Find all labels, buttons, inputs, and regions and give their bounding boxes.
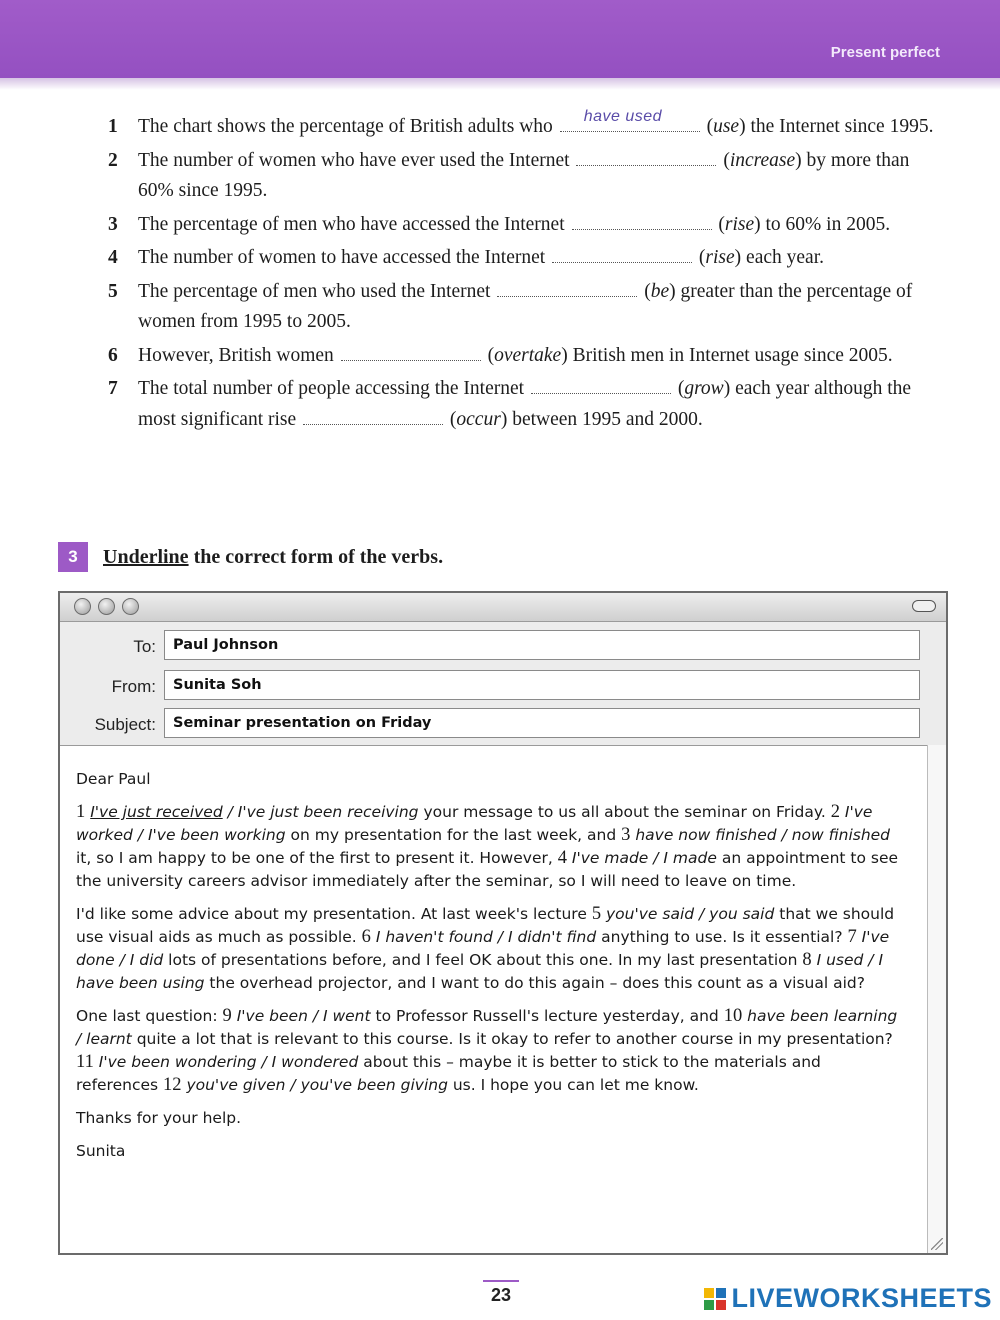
answer-blank[interactable] <box>576 149 716 166</box>
question-number: 2 <box>108 149 118 171</box>
to-row <box>60 630 946 662</box>
from-row <box>60 670 946 702</box>
question-item: 6 However, British women (overtake) British men in Internet usage since 2005. <box>108 341 948 372</box>
to-field[interactable]: Paul Johnson <box>164 630 920 660</box>
to-label: To: <box>133 637 156 656</box>
closing: Thanks for your help. <box>76 1109 242 1127</box>
exercise-instruction: Underline the correct form of the verbs. <box>103 545 444 568</box>
question-number: 6 <box>108 344 118 366</box>
exercise-number-badge: 3 <box>58 542 88 572</box>
question-item: 7 The total number of people accessing the Internet (grow) each year although the most significant rise (occur) between 1995 and 2000. <box>108 374 948 435</box>
email-paragraph: I'd like some advice about my presentation. At last week's lecture 5 you've said / you said that we should use visual aids as much as possible. 6 I haven't found / I didn't find anything to use. Is it essential? 7 I've done / I did lots of presentations before, and I feel OK about this one. In my last presentation 8 I used / I have been using the overhead projector, and I want to do this again – does this count as a visual aid? <box>76 904 895 992</box>
page-number: 23 <box>483 1280 519 1306</box>
email-header <box>60 622 946 746</box>
question-list <box>108 107 948 438</box>
subject-field[interactable]: Seminar presentation on Friday <box>164 708 920 738</box>
close-window-icon[interactable] <box>74 598 91 615</box>
answer-blank[interactable] <box>341 344 481 361</box>
resize-grip-icon[interactable] <box>931 1238 943 1250</box>
verb-hint: overtake <box>494 344 562 366</box>
answer-blank[interactable] <box>303 408 443 425</box>
signature: Sunita <box>76 1142 126 1160</box>
verb-hint: increase <box>729 149 796 171</box>
banner-shadow <box>0 78 1000 90</box>
verb-hint: use <box>713 116 740 137</box>
answer-blank[interactable] <box>497 280 637 297</box>
handwritten-answer: have used <box>583 107 663 125</box>
zoom-window-icon[interactable] <box>122 598 139 615</box>
from-field[interactable]: Sunita Soh <box>164 670 920 700</box>
question-number: 7 <box>108 378 118 399</box>
verb-hint: rise <box>705 247 735 268</box>
answer-blank[interactable] <box>552 246 692 263</box>
question-item: 4 The number of women to have accessed the Internet (rise) each year. <box>108 243 948 274</box>
question-item: 2 The number of women who have ever used the Internet (increase) by more than 60% since 1995. <box>108 146 948 207</box>
verb-hint: grow <box>684 378 724 399</box>
section-title: Present perfect <box>830 44 940 61</box>
verb-hint: be <box>650 280 670 302</box>
subject-label: Subject: <box>94 715 156 734</box>
subject-row <box>60 708 946 740</box>
question-number: 5 <box>108 280 118 302</box>
window-titlebar <box>60 593 946 622</box>
from-label: From: <box>111 677 156 696</box>
answer-blank[interactable] <box>572 213 712 230</box>
question-number: 1 <box>108 116 118 137</box>
brand-logo[interactable] <box>704 1283 992 1314</box>
brand-name: LIVEWORKSHEETS <box>731 1283 992 1313</box>
minimize-window-icon[interactable] <box>98 598 115 615</box>
question-item: 3 The percentage of men who have accessed the Internet (rise) to 60% in 2005. <box>108 210 948 241</box>
question-item: 5 The percentage of men who used the Internet (be) greater than the percentage of women from 1995 to 2005. <box>108 277 948 338</box>
answer-blank[interactable] <box>560 107 700 132</box>
liveworksheets-logo-icon <box>704 1288 726 1310</box>
email-body <box>76 768 906 1173</box>
email-paragraph: 1 I've just received / I've just been receiving your message to us all about the seminar on Friday. 2 I've worked / I've been working on my presentation for the last week, and 3 have now finished / now finished it, so I am happy to be one of the first to present it. However, 4 I've made / I made an appointment to see the university careers advisor immediately after the seminar, so I will need to leave on time. <box>76 802 899 890</box>
exercise-3-heading <box>58 542 443 572</box>
verb-hint: occur <box>456 408 501 430</box>
header-banner <box>0 0 1000 78</box>
scrollbar[interactable] <box>927 745 946 1253</box>
answer-blank[interactable] <box>531 377 671 394</box>
question-item: 1 The chart shows the percentage of British adults who have used (use) the Internet since 1995. <box>108 112 948 143</box>
toolbar-toggle-icon[interactable] <box>912 600 936 612</box>
question-number: 3 <box>108 213 118 235</box>
verb-hint: rise <box>724 213 755 235</box>
greeting: Dear Paul <box>76 770 151 788</box>
question-number: 4 <box>108 247 118 268</box>
email-window <box>58 591 948 1255</box>
email-paragraph: One last question: 9 I've been / I went to Professor Russell's lecture yesterday, and 10 have been learning / learnt quite a lot that is relevant to this course. Is it okay to refer to another course in my presentation? 11 I've been wondering / I wondered about this – maybe it is better to stick to the materials and references 12 you've given / you've been giving us. I hope you can let me know. <box>76 1006 898 1095</box>
